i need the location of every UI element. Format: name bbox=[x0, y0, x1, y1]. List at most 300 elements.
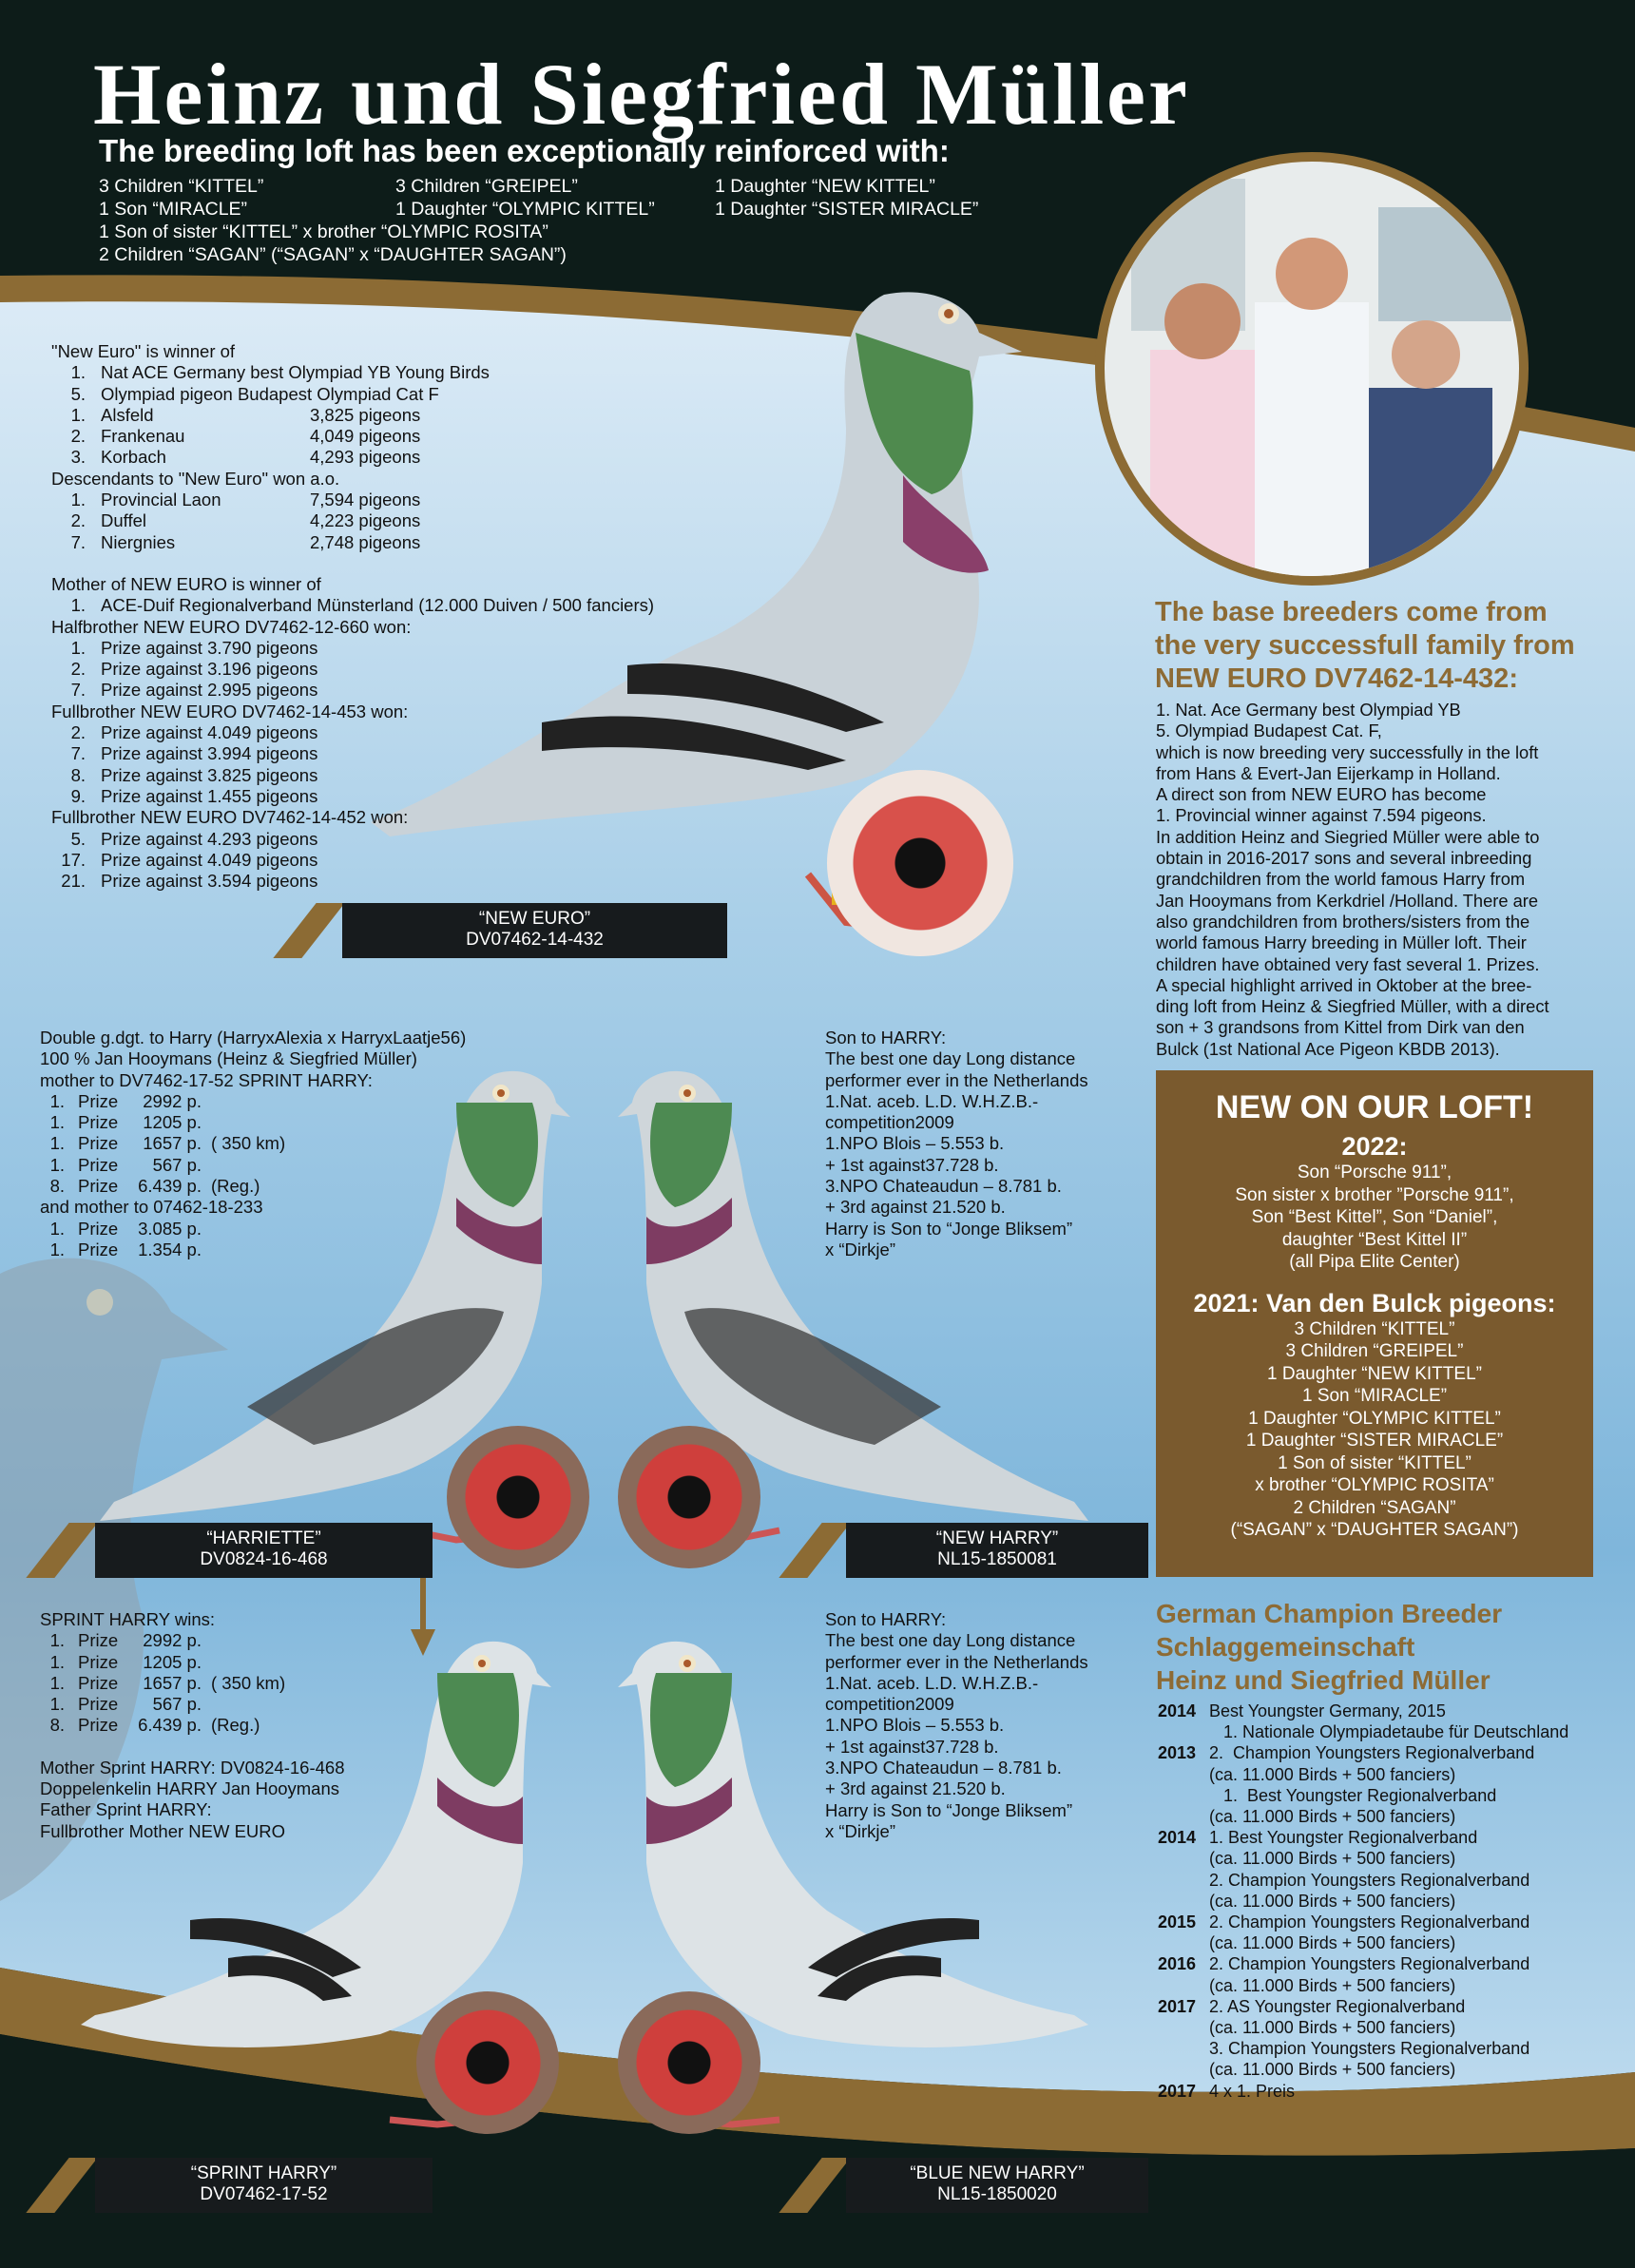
result-text: Prize against 3.790 pigeons bbox=[101, 637, 318, 658]
prize-rank: 8. bbox=[49, 1176, 65, 1197]
result-text: Provincial Laon bbox=[101, 490, 221, 510]
prize-value: 6.439 p. bbox=[138, 1176, 202, 1197]
text-line: 1.Nat. aceb. L.D. W.H.Z.B.- bbox=[825, 1672, 1039, 1693]
result-rank: 7. bbox=[70, 680, 86, 701]
list-row bbox=[51, 384, 717, 405]
results-list bbox=[51, 638, 717, 702]
text-line: 1.NPO Blois – 5.553 b. bbox=[825, 1133, 1005, 1154]
result-text: Alsfeld bbox=[101, 404, 154, 425]
result-rank: 5. bbox=[70, 383, 86, 404]
champion-text: 2. Champion Youngsters Regionalverband bbox=[1209, 1954, 1530, 1974]
list-row bbox=[40, 1155, 572, 1176]
ring-number: DV07462-14-432 bbox=[466, 930, 604, 950]
heading-line: The base breeders come from bbox=[1155, 597, 1548, 627]
text-line: performer ever in the Netherlands bbox=[825, 1651, 1088, 1672]
prize-extra: (Reg.) bbox=[211, 1715, 260, 1736]
text-line: world famous Harry breeding in Müller loft. Their bbox=[1156, 932, 1527, 953]
prize-rank: 1. bbox=[49, 1694, 65, 1715]
prize-rank: 1. bbox=[49, 1154, 65, 1175]
intro-item: 1 Son of sister “KITTEL” x brother “OLYMPIC ROSITA” bbox=[99, 221, 548, 242]
champion-row bbox=[1158, 1996, 1624, 2017]
text-line: A special highlight arrived in Oktober at the bree- bbox=[1156, 974, 1532, 995]
prize-word: Prize bbox=[78, 1630, 119, 1651]
champion-row bbox=[1158, 1827, 1624, 1848]
result-count: 4,293 pigeons bbox=[310, 447, 421, 468]
champion-year: 2017 bbox=[1158, 1996, 1197, 2016]
list-row bbox=[51, 871, 717, 892]
heading-line: the very successfull family from bbox=[1155, 630, 1575, 661]
result-rank: 5. bbox=[70, 828, 86, 849]
list-row bbox=[40, 1219, 572, 1240]
result-rank: 1. bbox=[70, 595, 86, 616]
list-row bbox=[51, 786, 717, 807]
champion-year: 2016 bbox=[1158, 1954, 1197, 1974]
base-breeders-text bbox=[1156, 700, 1622, 1060]
text-line: competition2009 bbox=[825, 1112, 954, 1133]
prize-extra bbox=[211, 1112, 325, 1133]
page-subtitle: The breeding loft has been exceptionally reinforced with: bbox=[99, 133, 950, 168]
intro-item: 1 Daughter “SISTER MIRACLE” bbox=[715, 199, 979, 220]
prize-extra: ( 350 km) bbox=[211, 1133, 286, 1154]
prize-word: Prize bbox=[78, 1651, 119, 1672]
list-row bbox=[51, 638, 717, 659]
champion-text: (ca. 11.000 Birds + 500 fanciers) bbox=[1209, 2060, 1456, 2080]
text-line: Jan Hooymans from Kerkdriel /Holland. There are bbox=[1156, 890, 1539, 911]
text-line: 100 % Jan Hooymans (Heinz & Siegfried Müller) bbox=[40, 1048, 417, 1069]
text-line: A direct son from NEW EURO has become bbox=[1156, 784, 1487, 805]
text-line: grandchildren from the world famous Harry from bbox=[1156, 869, 1526, 890]
prize-word: Prize bbox=[78, 1672, 119, 1693]
champion-text: 4 x 1. Preis bbox=[1209, 2081, 1296, 2101]
result-text: Olympiad pigeon Budapest Olympiad Cat F bbox=[101, 383, 439, 404]
results-list bbox=[51, 722, 717, 807]
result-text: Duffel bbox=[101, 510, 146, 531]
champion-text: (ca. 11.000 Birds + 500 fanciers) bbox=[1209, 1891, 1456, 1911]
result-rank: 7. bbox=[70, 743, 86, 764]
champion-heading bbox=[1156, 1597, 1622, 1697]
result-rank: 1. bbox=[70, 637, 86, 658]
champion-row bbox=[1158, 1785, 1624, 1806]
ring-number: NL15-1850020 bbox=[937, 2184, 1057, 2204]
list-row bbox=[51, 659, 717, 680]
list-row bbox=[51, 829, 717, 850]
intro-item: 3 Children “KITTEL” bbox=[99, 176, 264, 197]
prize-word: Prize bbox=[78, 1154, 119, 1175]
intro-col-2 bbox=[395, 175, 655, 221]
text-line: Father Sprint HARRY: bbox=[40, 1799, 212, 1820]
result-rank: 1. bbox=[70, 490, 86, 510]
text-line: The best one day Long distance bbox=[825, 1630, 1076, 1651]
champion-row bbox=[1158, 1870, 1624, 1891]
list-row bbox=[51, 765, 717, 786]
result-text: Prize against 1.455 pigeons bbox=[101, 785, 318, 806]
text-line: Doppelenkelin HARRY Jan Hooymans bbox=[40, 1778, 340, 1799]
year-2021: 2021: Van den Bulck pigeons: bbox=[1193, 1288, 1556, 1317]
prize-value: 1205 p. bbox=[143, 1651, 202, 1672]
ring-number: NL15-1850081 bbox=[937, 1549, 1057, 1569]
prize-word: Prize bbox=[78, 1694, 119, 1715]
result-rank: 9. bbox=[70, 785, 86, 806]
list-row bbox=[40, 1091, 572, 1112]
loft-item: Son “Best Kittel”, Son “Daniel”, bbox=[1251, 1207, 1498, 1227]
text-line: x “Dirkje” bbox=[825, 1239, 895, 1259]
prize-extra bbox=[211, 1155, 325, 1176]
champion-text: 2. Champion Youngsters Regionalverband bbox=[1209, 1912, 1530, 1932]
result-text: Frankenau bbox=[101, 426, 185, 447]
champion-row bbox=[1158, 2081, 1624, 2102]
result-text: Prize against 3.994 pigeons bbox=[101, 743, 318, 764]
results-list bbox=[51, 362, 717, 468]
text-line: The best one day Long distance bbox=[825, 1048, 1076, 1069]
pigeon-name: “NEW EURO” bbox=[478, 909, 591, 929]
intro-item: 1 Daughter “OLYMPIC KITTEL” bbox=[395, 199, 655, 220]
champion-year bbox=[1158, 1721, 1209, 1742]
loft-item: 3 Children “GREIPEL” bbox=[1285, 1341, 1464, 1361]
loft-item: 1 Daughter “NEW KITTEL” bbox=[1267, 1363, 1482, 1384]
champion-text: (ca. 11.000 Birds + 500 fanciers) bbox=[1209, 1975, 1456, 1995]
result-count: 7,594 pigeons bbox=[310, 490, 421, 510]
prize-word: Prize bbox=[78, 1176, 119, 1197]
champion-year bbox=[1158, 1785, 1209, 1806]
result-text: Prize against 3.594 pigeons bbox=[101, 871, 318, 892]
text-line: son + 3 grandsons from Kittel from Dirk van den bbox=[1156, 1017, 1525, 1038]
result-text: Korbach bbox=[101, 447, 166, 468]
result-text: Prize against 4.049 pigeons bbox=[101, 849, 318, 870]
result-count bbox=[310, 362, 500, 383]
prize-rank: 8. bbox=[49, 1715, 65, 1736]
new-on-loft-title: NEW ON OUR LOFT! bbox=[1215, 1089, 1534, 1125]
text-line: + 1st against37.728 b. bbox=[825, 1736, 999, 1757]
prize-rank: 1. bbox=[49, 1112, 65, 1133]
intro-item: 1 Son “MIRACLE” bbox=[99, 199, 248, 220]
text-line: obtain in 2016-2017 sons and several inbreeding bbox=[1156, 848, 1532, 869]
base-breeders-heading bbox=[1155, 596, 1621, 696]
prize-extra bbox=[211, 1091, 325, 1112]
prize-value: 567 p. bbox=[152, 1694, 202, 1715]
text-line: also grandchildren from brothers/sisters from the bbox=[1156, 911, 1530, 932]
champion-text: (ca. 11.000 Birds + 500 fanciers) bbox=[1209, 1933, 1456, 1953]
champion-year bbox=[1158, 2038, 1209, 2059]
prize-extra bbox=[211, 1219, 325, 1240]
text-line: Halfbrother NEW EURO DV7462-12-660 won: bbox=[51, 616, 412, 637]
intro-col-1 bbox=[99, 175, 263, 221]
result-text: Prize against 4.293 pigeons bbox=[101, 828, 318, 849]
list-row bbox=[40, 1240, 572, 1260]
text-line: Fullbrother NEW EURO DV7462-14-452 won: bbox=[51, 807, 409, 828]
champion-year bbox=[1158, 1764, 1209, 1785]
text-line: + 1st against37.728 b. bbox=[825, 1154, 999, 1175]
heading-line: Heinz und Siegfried Müller bbox=[1156, 1665, 1491, 1695]
result-rank: 1. bbox=[70, 362, 86, 383]
prize-value: 2992 p. bbox=[143, 1090, 202, 1111]
text-line: mother to DV7462-17-52 SPRINT HARRY: bbox=[40, 1069, 373, 1090]
page-title: Heinz und Siegfried Müller bbox=[93, 46, 1190, 143]
list-row bbox=[40, 1176, 572, 1197]
champion-text: 1. Nationale Olympiadetaube für Deutschland bbox=[1209, 1722, 1569, 1742]
text-line: and mother to 07462-18-233 bbox=[40, 1197, 263, 1218]
prize-value: 1.354 p. bbox=[138, 1239, 202, 1259]
text-line: 5. Olympiad Budapest Cat. F, bbox=[1156, 721, 1382, 741]
prize-word: Prize bbox=[78, 1715, 119, 1736]
champion-row bbox=[1158, 1932, 1624, 1953]
list-2021 bbox=[1156, 1318, 1593, 1542]
results-list bbox=[51, 829, 717, 893]
results-list bbox=[51, 595, 717, 616]
ring-number: DV07462-17-52 bbox=[200, 2184, 328, 2204]
result-rank: 2. bbox=[70, 510, 86, 531]
text-line: Descendants to "New Euro" won a.o. bbox=[51, 468, 340, 489]
result-count: 2,748 pigeons bbox=[310, 531, 421, 552]
prize-rank: 1. bbox=[49, 1218, 65, 1239]
champion-year: 2015 bbox=[1158, 1912, 1197, 1932]
text-line: + 3rd against 21.520 b. bbox=[825, 1778, 1006, 1799]
result-rank: 8. bbox=[70, 764, 86, 785]
intro-col-3 bbox=[715, 175, 978, 221]
champion-year bbox=[1158, 2017, 1209, 2038]
prize-value: 3.085 p. bbox=[138, 1218, 202, 1239]
loft-item: 3 Children “KITTEL” bbox=[1294, 1318, 1455, 1339]
eye-new-euro bbox=[827, 770, 1013, 956]
champion-text: (ca. 11.000 Birds + 500 fanciers) bbox=[1209, 1849, 1456, 1869]
prize-rank: 1. bbox=[49, 1090, 65, 1111]
pigeon-name: “BLUE NEW HARRY” bbox=[910, 2163, 1085, 2183]
champion-year: 2014 bbox=[1158, 1701, 1197, 1720]
prize-value: 1657 p. bbox=[143, 1672, 202, 1693]
text-line: Harry is Son to “Jonge Bliksem” bbox=[825, 1799, 1073, 1820]
prize-value: 567 p. bbox=[152, 1154, 202, 1175]
prize-extra: (Reg.) bbox=[211, 1176, 260, 1197]
champion-year: 2013 bbox=[1158, 1743, 1197, 1763]
result-rank: 3. bbox=[70, 447, 86, 468]
champion-year bbox=[1158, 1870, 1209, 1891]
loft-item: 1 Daughter “SISTER MIRACLE” bbox=[1245, 1431, 1504, 1451]
loft-item: 1 Daughter “OLYMPIC KITTEL” bbox=[1248, 1408, 1501, 1429]
champion-row bbox=[1158, 1806, 1624, 1827]
new-on-loft-box bbox=[1156, 1070, 1593, 1577]
champion-text: 3. Champion Youngsters Regionalverband bbox=[1209, 2039, 1530, 2059]
champion-row bbox=[1158, 1912, 1624, 1932]
text-line: 3.NPO Chateaudun – 8.781 b. bbox=[825, 1176, 1062, 1197]
text-line: Fullbrother NEW EURO DV7462-14-453 won: bbox=[51, 701, 409, 721]
result-rank: 21. bbox=[61, 871, 86, 892]
prize-value: 6.439 p. bbox=[138, 1715, 202, 1736]
result-rank: 7. bbox=[70, 531, 86, 552]
prize-rank: 1. bbox=[49, 1672, 65, 1693]
result-text: Nat ACE Germany best Olympiad YB Young Birds bbox=[101, 362, 490, 383]
text-line: 1. Provincial winner against 7.594 pigeons. bbox=[1156, 805, 1487, 826]
text-line: ding loft from Heinz & Siegfried Müller, with a direct bbox=[1156, 996, 1549, 1017]
text-line: 1.NPO Blois – 5.553 b. bbox=[825, 1715, 1005, 1736]
champion-row bbox=[1158, 1742, 1624, 1763]
champion-row bbox=[1158, 1891, 1624, 1912]
list-row bbox=[51, 743, 717, 764]
loft-item: daughter “Best Kittel II” bbox=[1281, 1229, 1468, 1250]
result-text: Prize against 4.049 pigeons bbox=[101, 722, 318, 743]
text-line: 1.Nat. aceb. L.D. W.H.Z.B.- bbox=[825, 1090, 1039, 1111]
result-rank: 2. bbox=[70, 426, 86, 447]
list-row bbox=[51, 447, 717, 468]
prize-word: Prize bbox=[78, 1239, 119, 1259]
list-row bbox=[40, 1133, 572, 1154]
result-rank: 1. bbox=[70, 404, 86, 425]
prize-word: Prize bbox=[78, 1133, 119, 1154]
prize-rank: 1. bbox=[49, 1239, 65, 1259]
intro-wide bbox=[99, 221, 567, 266]
text-line: x “Dirkje” bbox=[825, 1820, 895, 1841]
champion-year bbox=[1158, 1932, 1209, 1953]
new-euro-results bbox=[51, 341, 717, 892]
breeders-photo bbox=[1093, 150, 1530, 587]
prize-list bbox=[40, 1219, 572, 1261]
champion-list bbox=[1158, 1701, 1624, 2102]
list-row bbox=[51, 362, 717, 383]
champion-row bbox=[1158, 2038, 1624, 2059]
text-line: competition2009 bbox=[825, 1694, 954, 1715]
champion-row bbox=[1158, 1701, 1624, 1721]
champion-text: 1. Best Youngster Regionalverband bbox=[1209, 1828, 1478, 1848]
champion-text: 2. AS Youngster Regionalverband bbox=[1209, 1996, 1466, 2016]
ring-number: DV0824-16-468 bbox=[200, 1549, 328, 1569]
result-rank: 2. bbox=[70, 722, 86, 743]
result-text: Prize against 3.825 pigeons bbox=[101, 764, 318, 785]
result-text: Prize against 2.995 pigeons bbox=[101, 680, 318, 701]
pigeon-name: “HARRIETTE” bbox=[206, 1528, 321, 1548]
champion-row bbox=[1158, 1975, 1624, 1996]
year-2022: 2022: bbox=[1341, 1132, 1408, 1161]
text-line: Mother of NEW EURO is winner of bbox=[51, 573, 321, 594]
loft-item: Son sister x brother ”Porsche 911”, bbox=[1235, 1184, 1514, 1205]
pigeon-name: “SPRINT HARRY” bbox=[190, 2163, 337, 2183]
loft-item: 2 Children “SAGAN” bbox=[1293, 1497, 1456, 1518]
champion-row bbox=[1158, 1764, 1624, 1785]
eye-new-harry bbox=[618, 1426, 760, 1568]
son-to-harry-text-1 bbox=[825, 1028, 1148, 1260]
text-line: Son to HARRY: bbox=[825, 1028, 947, 1048]
text-line: from Hans & Evert-Jan Eijerkamp in Holland. bbox=[1156, 762, 1501, 783]
champion-row bbox=[1158, 2017, 1624, 2038]
prize-value: 1657 p. bbox=[143, 1133, 202, 1154]
champion-text: (ca. 11.000 Birds + 500 fanciers) bbox=[1209, 2018, 1456, 2038]
heading-line: Schlaggemeinschaft bbox=[1156, 1632, 1415, 1662]
text-line: performer ever in the Netherlands bbox=[825, 1069, 1088, 1090]
text-line: 3.NPO Chateaudun – 8.781 b. bbox=[825, 1758, 1062, 1778]
champion-row bbox=[1158, 1848, 1624, 1869]
champion-text: (ca. 11.000 Birds + 500 fanciers) bbox=[1209, 1764, 1456, 1784]
eye-harriette bbox=[447, 1426, 589, 1568]
text-line: which is now breeding very successfully in the loft bbox=[1156, 741, 1539, 762]
prize-rank: 1. bbox=[49, 1630, 65, 1651]
champion-year: 2017 bbox=[1158, 2081, 1197, 2101]
result-count bbox=[310, 384, 500, 405]
prize-word: Prize bbox=[78, 1218, 119, 1239]
prize-word: Prize bbox=[78, 1112, 119, 1133]
result-count: 4,049 pigeons bbox=[310, 426, 421, 447]
loft-item: x brother “OLYMPIC ROSITA” bbox=[1255, 1475, 1494, 1495]
list-row bbox=[51, 532, 717, 553]
text-line: Fullbrother Mother NEW EURO bbox=[40, 1820, 286, 1841]
intro-item: 1 Daughter “NEW KITTEL” bbox=[715, 176, 935, 197]
list-row bbox=[51, 405, 717, 426]
loft-item: 1 Son of sister “KITTEL” bbox=[1278, 1452, 1472, 1473]
champion-text: 2. Champion Youngsters Regionalverband bbox=[1209, 1743, 1535, 1763]
eye-sprint-harry bbox=[416, 1991, 559, 2134]
list-row bbox=[51, 680, 717, 701]
list-row bbox=[51, 426, 717, 447]
list-row bbox=[51, 850, 717, 871]
result-text: Prize against 3.196 pigeons bbox=[101, 659, 318, 680]
champion-text: Best Youngster Germany, 2015 bbox=[1209, 1701, 1446, 1720]
champion-row bbox=[1158, 1721, 1624, 1742]
text-line: Mother Sprint HARRY: DV0824-16-468 bbox=[40, 1757, 345, 1778]
text-line: Son to HARRY: bbox=[825, 1609, 947, 1629]
harriette-text bbox=[40, 1028, 572, 1260]
champion-year bbox=[1158, 1975, 1209, 1996]
result-text: Niergnies bbox=[101, 531, 176, 552]
list-row bbox=[40, 1112, 572, 1133]
result-rank: 2. bbox=[70, 659, 86, 680]
prize-word: Prize bbox=[78, 1090, 119, 1111]
prize-value: 1205 p. bbox=[143, 1112, 202, 1133]
text-line: In addition Heinz and Siegried Müller were able to bbox=[1156, 826, 1540, 847]
heading-line: German Champion Breeder bbox=[1156, 1599, 1503, 1628]
champion-year: 2014 bbox=[1158, 1828, 1197, 1848]
intro-item: 2 Children “SAGAN” (“SAGAN” x “DAUGHTER SAGAN”) bbox=[99, 244, 567, 265]
champion-row bbox=[1158, 1953, 1624, 1974]
result-count: 3,825 pigeons bbox=[310, 404, 421, 425]
champion-year bbox=[1158, 1806, 1209, 1827]
text-line: Double g.dgt. to Harry (HarryxAlexia x HarryxLaatje56) bbox=[40, 1028, 467, 1048]
text-line: Harry is Son to “Jonge Bliksem” bbox=[825, 1218, 1073, 1239]
list-row bbox=[51, 510, 717, 531]
prize-value: 2992 p. bbox=[143, 1630, 202, 1651]
text-line: "New Euro" is winner of bbox=[51, 341, 236, 361]
champion-text: 1. Best Youngster Regionalverband bbox=[1209, 1785, 1497, 1805]
result-count: 4,223 pigeons bbox=[310, 510, 421, 531]
text-line: SPRINT HARRY wins: bbox=[40, 1609, 216, 1629]
champion-year bbox=[1158, 1891, 1209, 1912]
champion-year bbox=[1158, 2059, 1209, 2080]
champion-year bbox=[1158, 1848, 1209, 1869]
loft-item: (“SAGAN” x “DAUGHTER SAGAN”) bbox=[1230, 1520, 1519, 1540]
list-row bbox=[51, 722, 717, 743]
list-row bbox=[51, 490, 717, 510]
prize-rank: 1. bbox=[49, 1133, 65, 1154]
champion-text: (ca. 11.000 Birds + 500 fanciers) bbox=[1209, 1807, 1456, 1827]
result-rank: 17. bbox=[61, 849, 86, 870]
prize-extra: ( 350 km) bbox=[211, 1672, 286, 1693]
result-text: ACE-Duif Regionalverband Münsterland (12.000 Duiven / 500 fanciers) bbox=[101, 595, 655, 616]
heading-line: NEW EURO DV7462-14-432: bbox=[1155, 663, 1518, 694]
champion-row bbox=[1158, 2059, 1624, 2080]
loft-item: Son “Porsche 911”, bbox=[1297, 1163, 1452, 1182]
text-line: children have obtained very fast several 1. Prizes. bbox=[1156, 953, 1540, 974]
intro-item: 3 Children “GREIPEL” bbox=[395, 176, 578, 197]
list-2022 bbox=[1156, 1162, 1593, 1274]
prize-rank: 1. bbox=[49, 1651, 65, 1672]
champion-text: 2. Champion Youngsters Regionalverband bbox=[1209, 1870, 1530, 1890]
loft-item: 1 Son “MIRACLE” bbox=[1301, 1386, 1448, 1406]
text-line: 1. Nat. Ace Germany best Olympiad YB bbox=[1156, 700, 1461, 720]
loft-item: (all Pipa Elite Center) bbox=[1289, 1252, 1460, 1272]
text-line: + 3rd against 21.520 b. bbox=[825, 1197, 1006, 1218]
prize-extra bbox=[211, 1240, 325, 1260]
eye-blue-new-harry bbox=[618, 1991, 760, 2134]
results-list bbox=[51, 490, 717, 553]
list-row bbox=[51, 595, 717, 616]
text-line: Bulck (1st National Ace Pigeon KBDB 2013). bbox=[1156, 1038, 1500, 1059]
prize-list bbox=[40, 1091, 572, 1197]
pigeon-name: “NEW HARRY” bbox=[935, 1528, 1059, 1548]
